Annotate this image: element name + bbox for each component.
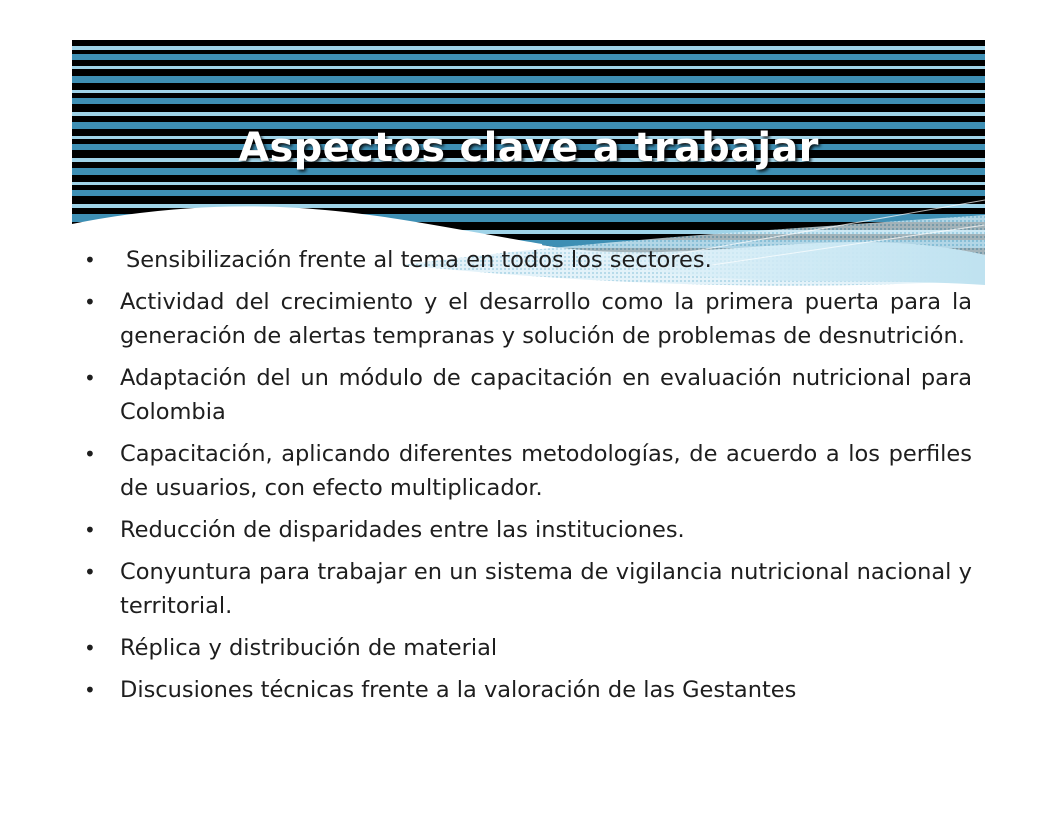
banner-stripe <box>72 112 985 116</box>
bullet-item <box>84 361 972 429</box>
banner-stripe <box>72 76 985 83</box>
bullet-list <box>84 243 972 707</box>
banner-stripe <box>72 46 985 50</box>
bullet-text: Reducción de disparidades entre las instituciones. <box>120 517 685 543</box>
banner-stripe <box>72 66 985 69</box>
bullet-item <box>84 631 972 665</box>
bullet-dot: • <box>84 678 96 702</box>
bullet-item <box>84 673 972 707</box>
bullet-dot: • <box>84 248 96 272</box>
bullet-text: Conyuntura para trabajar en un sistema de vigilancia nutricional nacional y territorial. <box>120 559 972 619</box>
bullet-text: Discusiones técnicas frente a la valoración de las Gestantes <box>120 677 797 703</box>
bullet-item <box>84 243 972 277</box>
bullet-text: Adaptación del un módulo de capacitación en evaluación nutricional para Colombia <box>120 365 972 425</box>
banner-stripe <box>72 54 985 60</box>
bullet-dot: • <box>84 518 96 542</box>
bullet-text: Réplica y distribución de material <box>120 635 498 661</box>
bullet-item <box>84 513 972 547</box>
bullet-text: Sensibilización frente al tema en todos los sectores. <box>126 247 712 273</box>
bullet-dot: • <box>84 560 96 584</box>
bullet-text: Actividad del crecimiento y el desarrollo como la primera puerta para la generación de alertas tempranas y solución de problemas de desnutrición. <box>120 289 972 349</box>
bullet-dot: • <box>84 636 96 660</box>
banner-stripe <box>72 90 985 93</box>
banner-stripe <box>72 182 985 185</box>
bullet-item <box>84 555 972 623</box>
bullet-item <box>84 285 972 353</box>
bullet-dot: • <box>84 366 96 390</box>
bullet-text: Capacitación, aplicando diferentes metodologías, de acuerdo a los perfiles de usuarios, con efecto multiplicador. <box>120 441 972 501</box>
bullet-dot: • <box>84 442 96 466</box>
banner-stripe <box>72 190 985 196</box>
bullet-item <box>84 437 972 505</box>
slide-title: Aspectos clave a trabajar <box>238 125 819 171</box>
banner-stripe <box>72 98 985 104</box>
banner-stripe <box>72 214 985 222</box>
bullet-dot: • <box>84 290 96 314</box>
